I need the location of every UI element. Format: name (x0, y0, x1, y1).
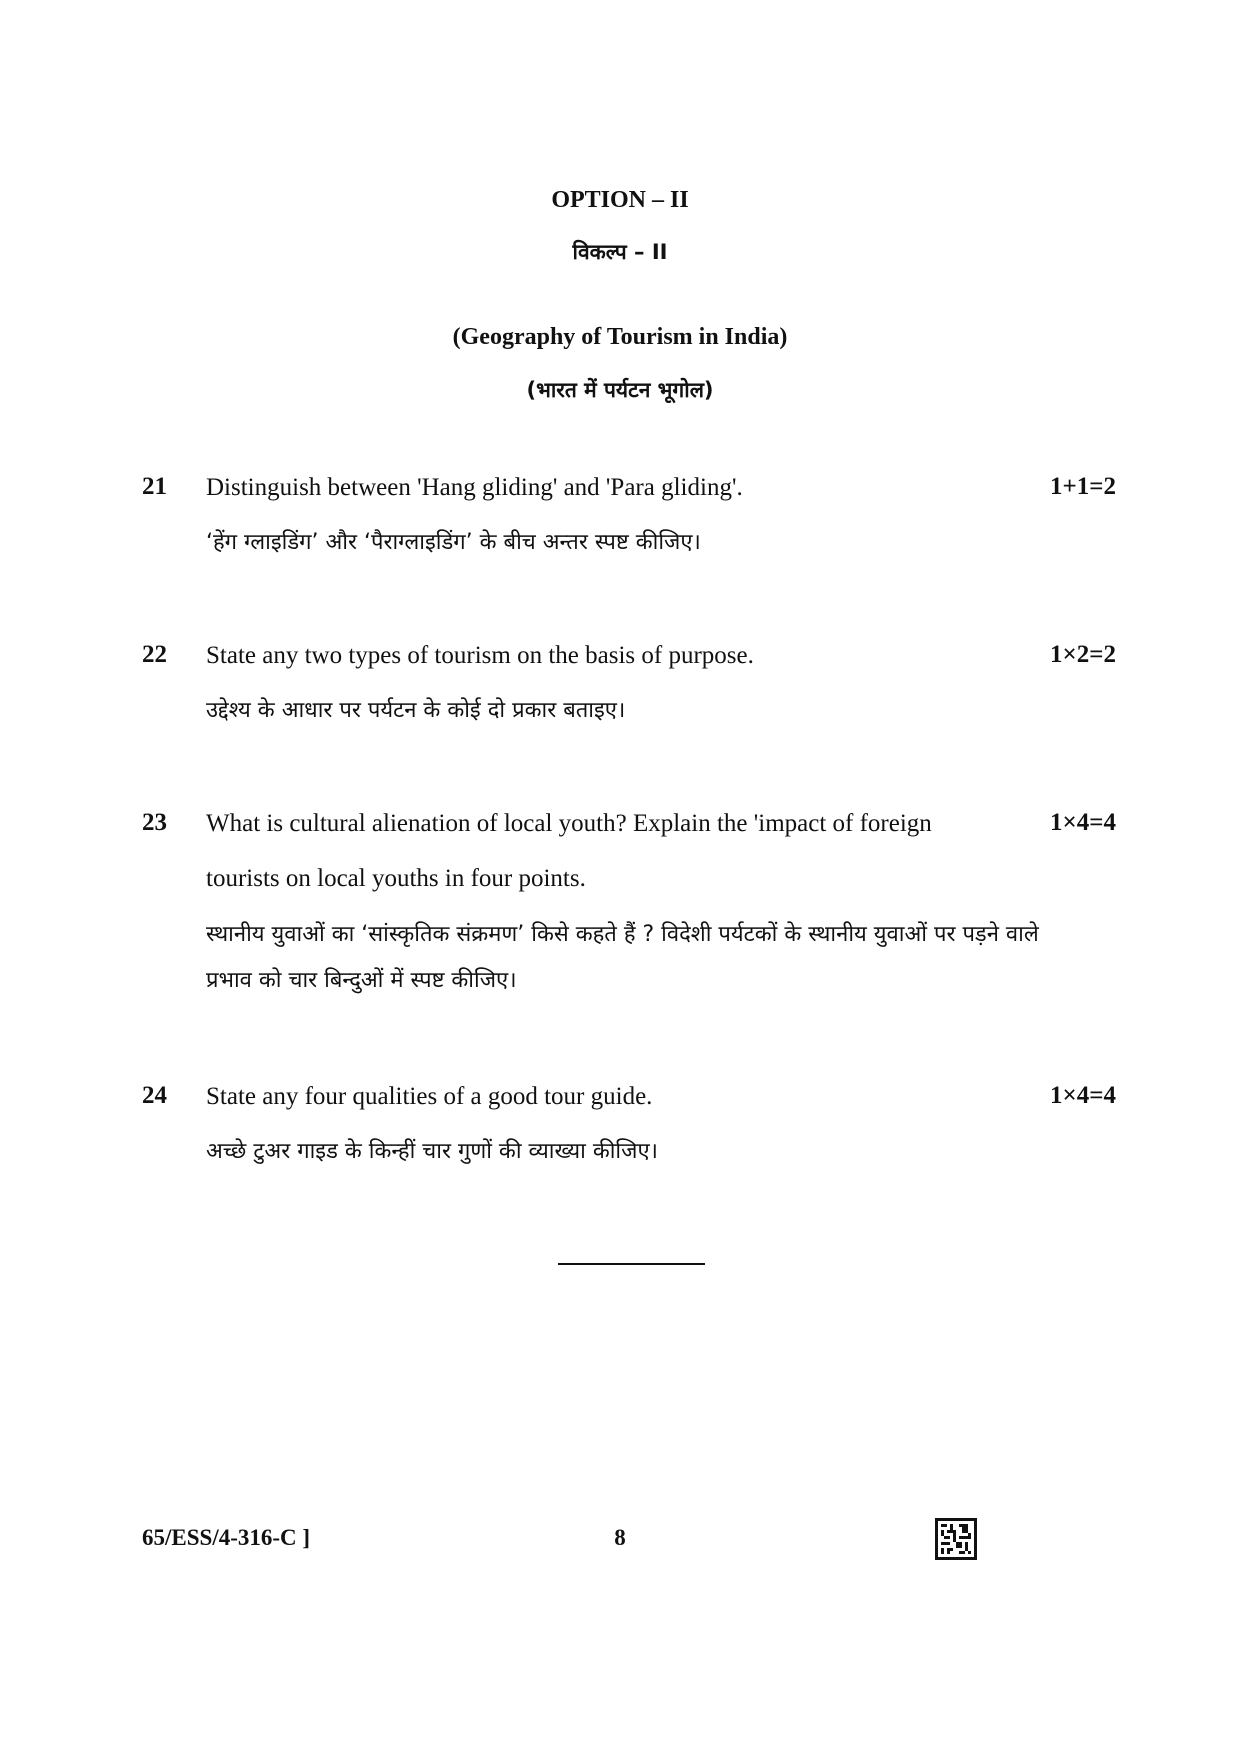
question-text-hindi: स्थानीय युवाओं का ‘सांस्कृतिक संक्रमण’ किसे कहते हैं ? विदेशी पर्यटकों के स्थानीय युवाओं पर पड़ने वाले प्रभाव को चार बिन्दुओं में स्पष्ट कीजिए। (206, 922, 1039, 993)
question-number: 24 (142, 1082, 167, 1109)
question-text: State any two types of tourism on the basis of purpose. (206, 642, 754, 669)
question-marks: 1+1=2 (1050, 473, 1116, 500)
paper-code: 65/ESS/4-316-C ] (142, 1525, 311, 1550)
qr-code-icon (935, 1518, 977, 1560)
question-text-hindi: उद्देश्य के आधार पर पर्यटन के कोई दो प्रकार बताइए। (206, 698, 626, 723)
subject-heading-hindi: (भारत में पर्यटन भूगोल) (526, 378, 714, 402)
question-marks: 1×2=2 (1050, 641, 1116, 668)
option-heading-hindi: विकल्प – II (572, 240, 668, 264)
question-number: 21 (142, 473, 167, 500)
question-text: Distinguish between 'Hang gliding' and 'Para gliding'. (206, 474, 743, 501)
question-text-hindi: अच्छे टुअर गाइड के किन्हीं चार गुणों की व्याख्या कीजिए। (206, 1139, 658, 1164)
question-marks: 1×4=4 (1050, 1082, 1116, 1109)
question-text: What is cultural alienation of local youth? Explain the 'impact of foreign tourists on local youths in four points. (206, 810, 932, 892)
question-marks: 1×4=4 (1050, 809, 1116, 836)
option-heading: OPTION – II (551, 187, 689, 213)
page-number: 8 (614, 1525, 626, 1550)
subject-heading: (Geography of Tourism in India) (452, 324, 788, 350)
question-number: 22 (142, 641, 167, 668)
end-of-section-rule (558, 1263, 705, 1265)
question-number: 23 (142, 809, 167, 836)
question-text: State any four qualities of a good tour guide. (206, 1083, 653, 1110)
question-text-hindi: ‘हेंग ग्लाइडिंग’ और ‘पैराग्लाइडिंग’ के बीच अन्तर स्पष्ट कीजिए। (206, 530, 701, 555)
